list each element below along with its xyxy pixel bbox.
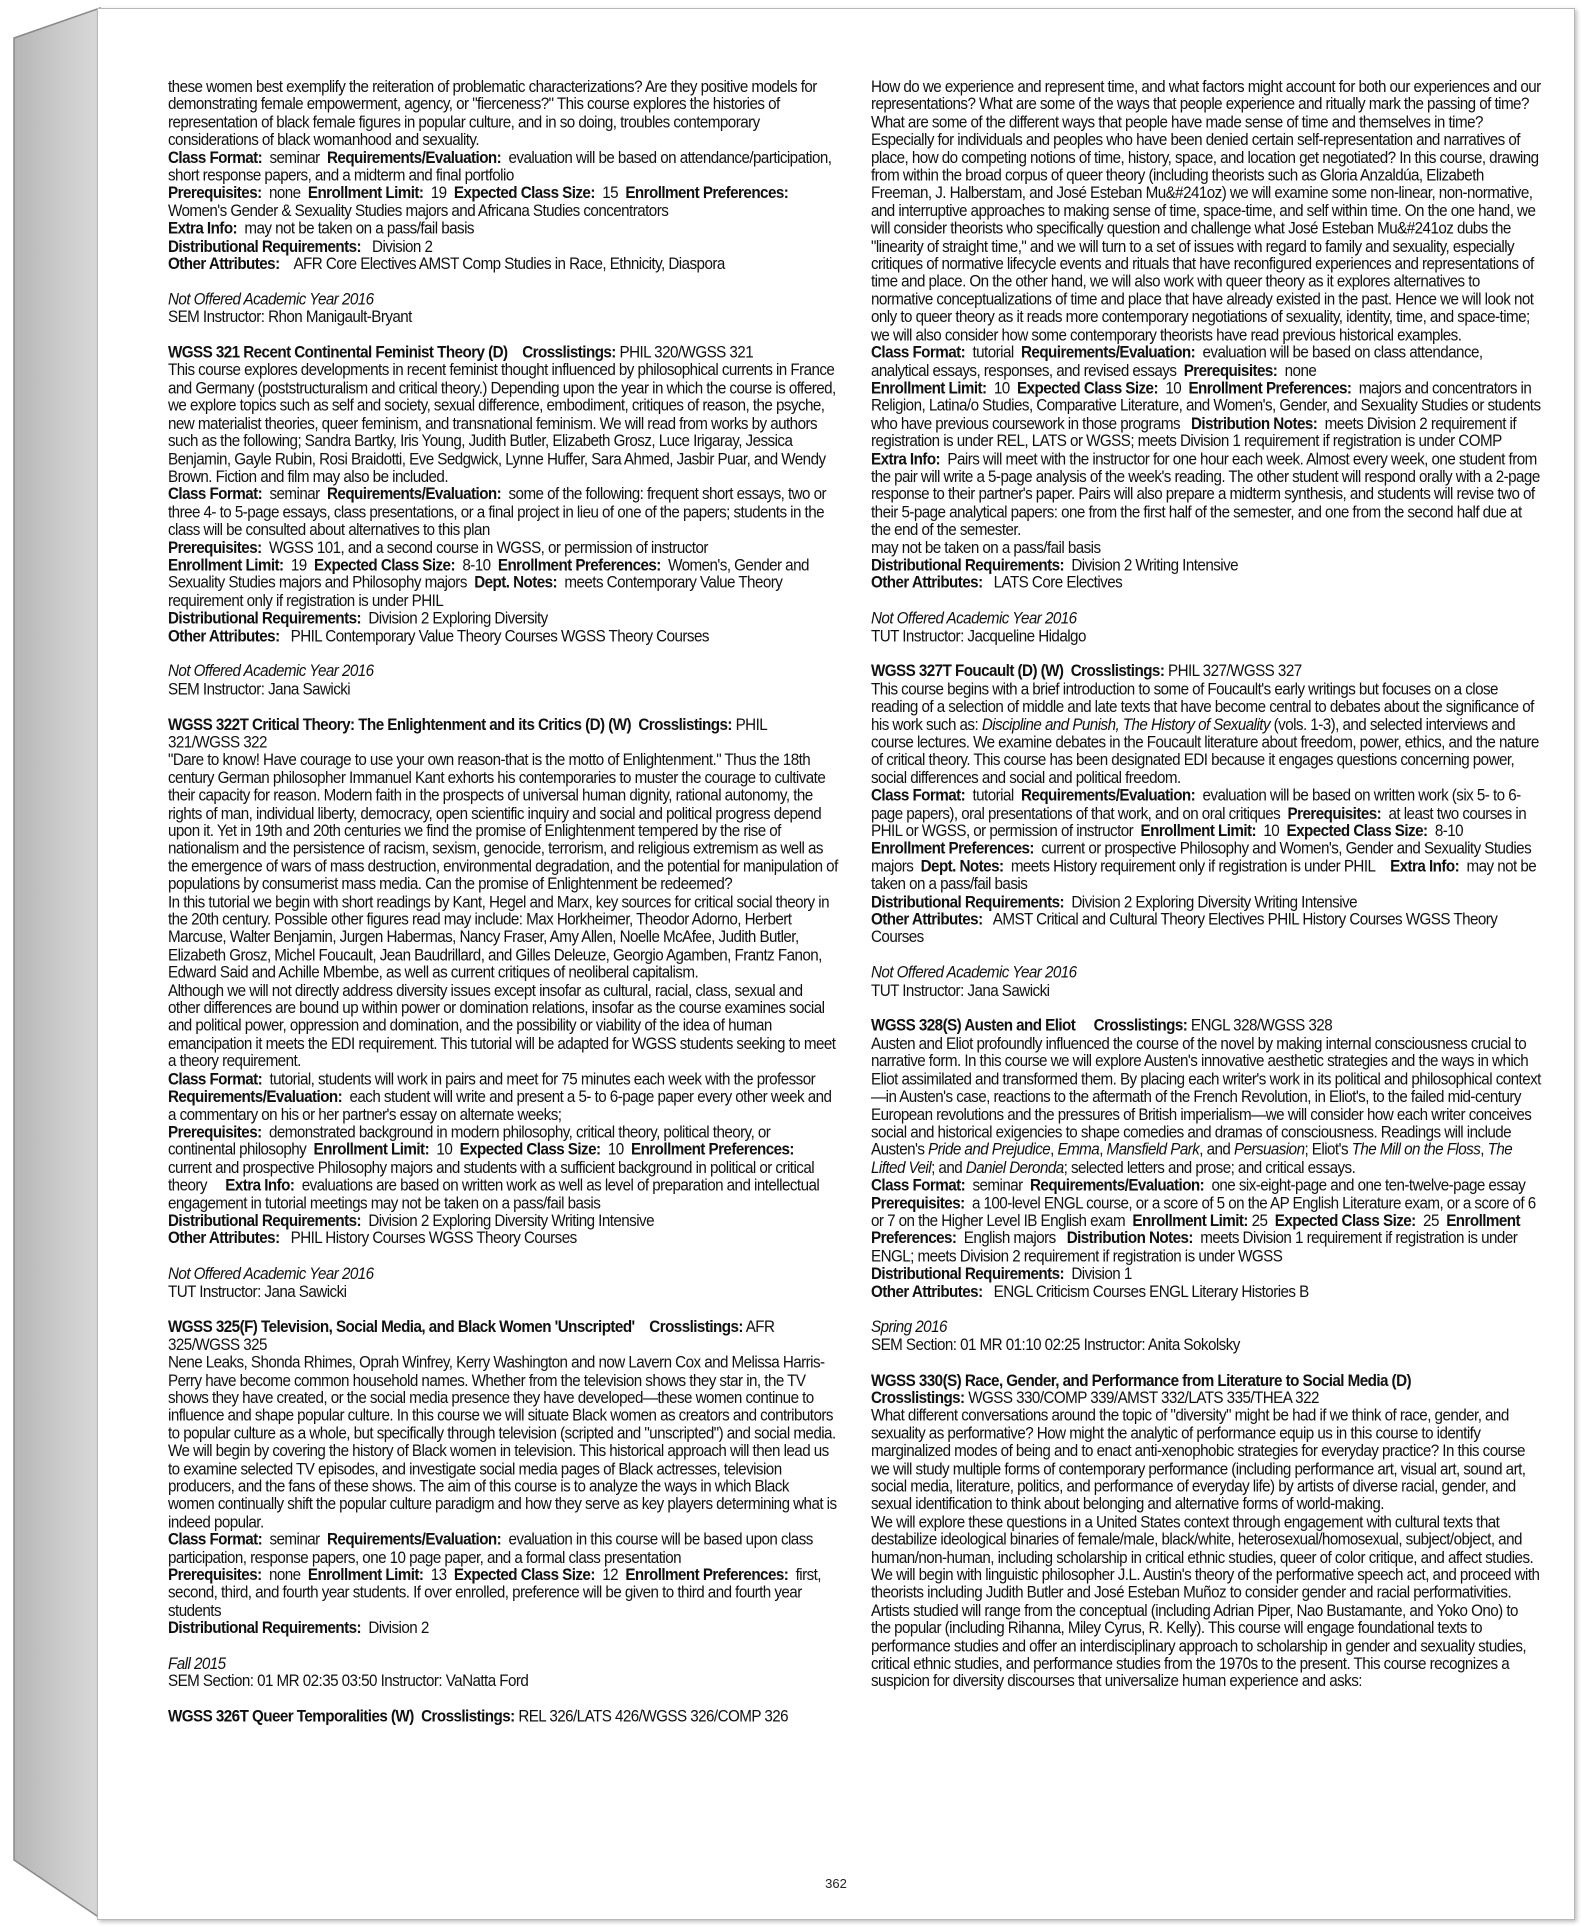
course-heading: WGSS 328(S) Austen and Eliot: [871, 1016, 1076, 1036]
course-entry-continued: these women best exemplify the reiteration of problematic characterizations? Are they positive models for demonstrating female empowerment, agency, or "fierceness?" This course explores the histories of representation of black female figures in popular culture, and in so doing, troubles contemporary considerations of black womanhood and sexuality. Class Format: seminar Requirements/Evaluation: evaluation will be based on attendance/participation, short response papers, and a midterm and final portfolio Prerequisites: none Enrollment Limit: 19 Expected Class Size: 15 Enrollment Preferences: Women's Gender & Sexuality Studies majors and Africana Studies concentrators Extra Info: may not be taken on a pass/fail basis Distributional Requirements: Division 2 Other Attributes: AFR Core Electives AMST Comp Studies in Race, Ethnicity, Diaspora Not Offered Academic Year 2016 SEM Instructor: Rhon Manigault-Bryant: [168, 79, 838, 327]
course-heading: WGSS 325(F) Television, Social Media, and Black Women 'Unscripted': [168, 1318, 635, 1337]
term: Not Offered Academic Year 2016: [168, 290, 374, 309]
pass-fail-note: may not be taken on a pass/fail basis: [871, 538, 1101, 557]
course-heading: WGSS 321 Recent Continental Feminist Theory (D): [168, 343, 508, 363]
instructor: TUT Instructor: Jana Sawicki: [168, 1282, 347, 1302]
description: How do we experience and represent time, and what factors might account for both our experiences and our representations? What are some of the ways that people experience and ritually mark the passing of time? What are some of the different ways that people have made sense of time and themselves in time? Especially for individuals and peoples who have been denied certain self-representation and narratives of place, how do competing notions of time, history, space, and location get negotiated? In this course, drawing from within the broad corpus of queer theory (including theorists such as Gloria Anzaldúa, Elizabeth Freeman, J. Halberstam, and José Esteban Mu&#241oz) we will examine some non-linear, non-normative, and interruptive approaches to making sense of time, space-time, and self within time. On the one hand, we will consider theorists who specifically question and challenge what José Esteban Mu&#241oz dubs the "linearity of straight time," and we will turn to a set of issues with regard to family and sexuality, especially critiques of normative lifecycle events and rituals that have reconfigured experiences and representations of time and place. On the other hand, we will also work with queer theory as it explores alternatives to normative conceptualizations of time and place that have already existed in the past. Hence we will look not only to queer theory as it reads more contemporary negotiations of sexuality, identity, time, and space-time; we will also consider how some contemporary theorists have read previous historical examples.: [871, 77, 1541, 345]
left-column: [168, 79, 838, 1727]
course-heading: WGSS 327T Foucault (D) (W): [871, 662, 1064, 681]
right-column: [871, 79, 1541, 1691]
course-wgss-326t-heading: WGSS 326T Queer Temporalities (W) Crosslistings: REL 326/LATS 426/WGSS 326/COMP 326: [168, 1707, 789, 1727]
term: Fall 2015: [168, 1654, 226, 1674]
course-wgss-322t: WGSS 322T Critical Theory: The Enlightenment and its Critics (D) (W) Crosslistings: PHIL 321/WGSS 322 "Dare to know! Have courage to use your own reason-that is the motto of Enlightenment." Thus the 18th century German philosopher Immanuel Kant exhorts his contemporaries to muster the courage to cultivate their capacity for reason. Modern faith in the prospects of universal human dignity, rational autonomy, the rights of man, individual liberty, democracy, open scientific inquiry and social and political progress depend upon it. Yet in 19th and 20th centuries we find the promise of Enlightenment tempered by the rise of nationalism and the persistence of racism, sexism, genocide, terrorism, and religious extremism as well as the emergence of wars of mass destruction, environmental degradation, and the potential for manipulation of populations by consumerist mass media. Can the promise of Enlightenment be redeemed? In this tutorial we begin with short readings by Kant, Hegel and Marx, key sources for critical social theory in the 20th century. Possible other figures read may include: Max Horkheimer, Theodor Adorno, Herbert Marcuse, Walter Benjamin, Jurgen Habermas, Nancy Fraser, Amy Allen, Noelle McAfee, Judith Butler, Elizabeth Grosz, Michel Foucault, Jean Baudrillard, and Gilles Deleuze, Georgio Agamben, Frantz Fanon, Edward Said and Achille Mbembe, as well as current critiques of neoliberal capitalism. Although we will not directly address diversity issues except insofar as cultural, racial, class, sexual and other differences are bound up within power or domination relations, insofar as the course examines social and political power, oppression and domination, and the possibility or viability of the idea of human emancipation it meets the EDI requirement. This tutorial will be adapted for WGSS students seeking to meet a theory requirement. Class Format: tutorial, students will work in pairs and meet for 75 minutes each week with the professor Requirements/Evaluation: each student will write and present a 5- to 6-page paper every other week and a commentary on his or her partner's essay on alternate weeks; Prerequisites: demonstrated background in modern philosophy, critical theory, political theory, or continental philosophy Enrollment Limit: 10 Expected Class Size: 10 Enrollment Preferences: current and prospective Philosophy majors and students with a sufficient background in political or critical theory Extra Info: evaluations are based on written work as well as level of preparation and intellectual engagement in tutorial meetings may not be taken on a pass/fail basis Distributional Requirements: Division 2 Exploring Diversity Writing Intensive Other Attributes: PHIL History Courses WGSS Theory Courses Not Offered Academic Year 2016 TUT Instructor: Jana Sawicki: [168, 715, 838, 1302]
description: What different conversations around the topic of "diversity" might be had if we think of race, gender, and sexuality as performative? How might the analytic of performance equip us in this course to identify marginalized modes of being and to enact anti-xenophobic strategies for everyday practice? In this course we will study multiple forms of contemporary performance (including performance art, visual art, sound art, social media, literature, politics, and performance of everyday life) by artists of diverse racial, gender, and sexual identification to think about belonging and alternative forms of world-making.: [871, 1406, 1526, 1514]
course-wgss-328s: WGSS 328(S) Austen and Eliot Crosslistings: ENGL 328/WGSS 328 Austen and Eliot profoundly influenced the course of the novel by making internal consciousness crucial to narrative form. In this course we will explore Austen's innovative aesthetic strategies and the ways in which Eliot assimilated and transformed them. By placing each writer's work in its political and philosophical context—in Austen's case, reactions to the aftermath of the French Revolution, in Eliot's, to the failed mid-century European revolutions and the pressures of British imperialism—we will consider how each writer conceives social and historical exigencies to shape comedies and dramas of consciousness. Readings will include Austen's Pride and Prejudice, Emma, Mansfield Park, and Persuasion; Eliot's The Mill on the Floss, The Lifted Veil; and Daniel Deronda; selected letters and prose; and critical essays. Class Format: seminar Requirements/Evaluation: one six-eight-page and one ten-twelve-page essay Prerequisites: a 100-level ENGL course, or a score of 5 on the AP English Literature exam, or a score of 6 or 7 on the Higher Level IB English exam Enrollment Limit: 25 Expected Class Size: 25 Enrollment Preferences: English majors Distribution Notes: meets Division 1 requirement if registration is under ENGL; meets Division 2 requirement if registration is under WGSS Distributional Requirements: Division 1 Other Attributes: ENGL Criticism Courses ENGL Literary Histories B Spring 2016 SEM Section: 01 MR 01:10 02:25 Instructor: Anita Sokolsky: [871, 1016, 1541, 1355]
description: Although we will not directly address diversity issues except insofar as cultural, racial, class, sexual and other differences are bound up within power or domination relations, insofar as the course examines social and political power, oppression and domination, and the possibility or viability of the idea of human emancipation it meets the EDI requirement. This tutorial will be adapted for WGSS students seeking to meet a theory requirement.: [168, 981, 836, 1071]
term: Not Offered Academic Year 2016: [168, 662, 374, 681]
description: In this tutorial we begin with short readings by Kant, Hegel and Marx, key sources for critical social theory in the 20th century. Possible other figures read may include: Max Horkheimer, Theodor Adorno, Herbert Marcuse, Walter Benjamin, Jurgen Habermas, Nancy Fraser, Amy Allen, Noelle McAfee, Judith Butler, Elizabeth Grosz, Michel Foucault, Jean Baudrillard, and Gilles Deleuze, Georgio Agamben, Frantz Fanon, Edward Said and Achille Mbembe, as well as current critiques of neoliberal capitalism.: [168, 892, 829, 983]
term: Not Offered Academic Year 2016: [871, 963, 1077, 983]
course-wgss-327t: WGSS 327T Foucault (D) (W) Crosslistings: PHIL 327/WGSS 327 This course begins with a brief introduction to some of Foucault's early writings but focuses on a close reading of a selection of middle and late texts that have become central to debates about the significance of his work such as: Discipline and Punish, The History of Sexuality (vols. 1-3), and selected interviews and course lectures. We examine debates in the Foucault literature about freedom, power, ethics, and the nature of critical theory. This course has been designated EDI because it engages questions concerning power, social differences and social and political freedom. Class Format: tutorial Requirements/Evaluation: evaluation will be based on written work (six 5- to 6-page papers), oral presentations of that work, and on oral critiques Prerequisites: at least two courses in PHIL or WGSS, or permission of instructor Enrollment Limit: 10 Expected Class Size: 8-10 Enrollment Preferences: current or prospective Philosophy and Women's, Gender and Sexuality Studies majors Dept. Notes: meets History requirement only if registration is under PHIL Extra Info: may not be taken on a pass/fail basis Distributional Requirements: Division 2 Exploring Diversity Writing Intensive Other Attributes: AMST Critical and Cultural Theory Electives PHIL History Courses WGSS Theory Courses Not Offered Academic Year 2016 TUT Instructor: Jana Sawicki: [871, 664, 1541, 1001]
instructor: SEM Instructor: Rhon Manigault-Bryant: [168, 308, 412, 327]
term: Not Offered Academic Year 2016: [168, 1264, 374, 1284]
page-number: 362: [825, 1876, 847, 1891]
description: Austen and Eliot profoundly influenced the course of the novel by making internal consciousness crucial to narrative form. In this course we will explore Austen's innovative aesthetic strategies and the ways in which Eliot assimilated and transformed them. By placing each writer's work in its political and philosophical context—in Austen's case, reactions to the aftermath of the French Revolution, in Eliot's, to the failed mid-century European revolutions and the pressures of British imperialism—we will consider how each writer conceives social and historical exigencies to shape comedies and dramas of consciousness. Readings will include Austen's Pride and Prejudice, Emma, Mansfield Park, and Persuasion; Eliot's The Mill on the Floss, The Lifted Veil; and Daniel Deronda; selected letters and prose; and critical essays.: [871, 1034, 1541, 1178]
course-heading: WGSS 330(S) Race, Gender, and Performance from Literature to Social Media (D): [871, 1371, 1411, 1390]
instructor: SEM Section: 01 MR 02:35 03:50 Instructor: VaNatta Ford: [168, 1672, 529, 1691]
course-wgss-321: WGSS 321 Recent Continental Feminist Theory (D) Crosslistings: PHIL 320/WGSS 321 This course explores developments in recent feminist thought influenced by philosophical currents in France and Germany (poststructuralism and critical theory.) Depending upon the year in which the course is offered, we explore topics such as self and society, sexual difference, embodiment, critiques of reason, the psyche, new materialist theories, queer feminism, and transnational feminism. We will read from works by authors such as the following; Sandra Bartky, Iris Young, Judith Butler, Elizabeth Grosz, Luce Irigaray, Jessica Benjamin, Gayle Rubin, Rosi Braidotti, Eve Sedgwick, Lynne Huffer, Sara Ahmed, Jasbir Puar, and Wendy Brown. Fiction and film may also be included. Class Format: seminar Requirements/Evaluation: some of the following: frequent short essays, two or three 4- to 5-page essays, class presentations, or a final project in lieu of one of the papers; students in the class will be consulted about alternatives to this plan Prerequisites: WGSS 101, and a second course in WGSS, or permission of instructor Enrollment Limit: 19 Expected Class Size: 8-10 Enrollment Preferences: Women's, Gender and Sexuality Studies majors and Philosophy majors Dept. Notes: meets Contemporary Value Theory requirement only if registration is under PHIL Distributional Requirements: Division 2 Exploring Diversity Other Attributes: PHIL Contemporary Value Theory Courses WGSS Theory Courses Not Offered Academic Year 2016 SEM Instructor: Jana Sawicki: [168, 345, 838, 699]
description: This course explores developments in recent feminist thought influenced by philosophical currents in France and Germany (poststructuralism and critical theory.) Depending upon the year in which the course is offered, we explore topics such as self and society, sexual difference, embodiment, critiques of reason, the psyche, new materialist theories, queer feminism, and transnational feminism. We will read from works by authors such as the following; Sandra Bartky, Iris Young, Judith Butler, Elizabeth Grosz, Luce Irigaray, Jessica Benjamin, Gayle Rubin, Rosi Braidotti, Eve Sedgwick, Lynne Huffer, Sara Ahmed, Jasbir Puar, and Wendy Brown. Fiction and film may also be included.: [168, 361, 836, 487]
description: these women best exemplify the reiteration of problematic characterizations? Are they positive models for demonstrating female empowerment, agency, or "fierceness?" This course explores the histories of representation of black female figures in popular culture, and in so doing, troubles contemporary considerations of black womanhood and sexuality.: [168, 77, 817, 150]
description: "Dare to know! Have courage to use your own reason-that is the motto of Enlightenment." Thus the 18th century German philosopher Immanuel Kant exhorts his contemporaries to muster the courage to cultivate their capacity for reason. Modern faith in the prospects of universal human dignity, rational autonomy, the rights of man, individual liberty, democracy, open scientific inquiry and social and political progress depend upon it. Yet in 19th and 20th centuries we find the promise of Enlightenment tempered by the rise of nationalism and the persistence of racism, sexism, genocide, terrorism, and religious extremism as well as the emergence of wars of mass destruction, environmental degradation, and the potential for manipulation of populations by consumerist mass media. Can the promise of Enlightenment be redeemed?: [168, 751, 838, 894]
instructor: TUT Instructor: Jacqueline Hidalgo: [871, 627, 1086, 646]
catalog-page: [97, 8, 1575, 1920]
instructor: SEM Section: 01 MR 01:10 02:25 Instructor: Anita Sokolsky: [871, 1335, 1240, 1355]
description: We will explore these questions in a United States context through engagement with cultural texts that destabilize ideological binaries of female/male, black/white, heterosexual/homosexual, subject/object, and human/non-human, including scholarship in critical ethnic studies, queer of color critique, and affect studies. We will begin with linguistic philosopher J.L. Austin's theory of the performative speech act, and proceed with theorists including Judith Butler and José Esteban Muñoz to consider gender and racial performativities. Artists studied will range from the conceptual (including Adrian Piper, Nao Bustamante, and Yoko Ono) to the popular (including Rihanna, Miley Cyrus, R. Kelly). This course will engage foundational texts to performance studies and offer an interdisciplinary approach to scholarship in gender and sexuality studies, critical ethnic studies, and performance studies from the 1970s to the present. This course recognizes a suspicion for diversity discourses that universalize human experience and asks:: [871, 1513, 1540, 1691]
course-wgss-325f: WGSS 325(F) Television, Social Media, and Black Women 'Unscripted' Crosslistings: AFR 325/WGSS 325 Nene Leaks, Shonda Rhimes, Oprah Winfrey, Kerry Washington and now Lavern Cox and Melissa Harris-Perry have become common household names. Whether from the television shows they star in, the TV shows they have created, or the social media presence they have developed—these women continue to influence and shape popular culture. In this course we will situate Black women as creators and contributors to popular culture as a whole, but specifically through television (scripted and "unscripted") and social media. We will begin by covering the history of Black women in television. This historical approach will then lead us to examine selected TV episodes, and investigate social media pages of Black actresses, television producers, and the fans of these shows. The aim of this course is to analyze the ways in which Black women continually shift the popular culture paradigm and how they serve as key players determining what is indeed popular. Class Format: seminar Requirements/Evaluation: evaluation in this course will be based upon class participation, response papers, one 10 page paper, and a formal class presentation Prerequisites: none Enrollment Limit: 13 Expected Class Size: 12 Enrollment Preferences: first, second, third, and fourth year students. If over enrolled, preference will be given to third and fourth year students Distributional Requirements: Division 2 Fall 2015 SEM Section: 01 MR 02:35 03:50 Instructor: VaNatta Ford: [168, 1318, 837, 1691]
description: This course begins with a brief introduction to some of Foucault's early writings but focuses on a close reading of a selection of middle and late texts that have become central to debates about the significance of his work such as: Discipline and Punish, The History of Sexuality (vols. 1-3), and selected interviews and course lectures. We examine debates in the Foucault literature about freedom, power, ethics, and the nature of critical theory. This course has been designated EDI because it engages questions concerning power, social differences and social and political freedom.: [871, 680, 1539, 788]
instructor: TUT Instructor: Jana Sawicki: [871, 981, 1050, 1000]
course-wgss-326t: How do we experience and represent time, and what factors might account for both our experiences and our representations? What are some of the ways that people experience and ritually mark the passing of time? What are some of the different ways that people have made sense of time and themselves in time? Especially for individuals and peoples who have been denied certain self-representation and narratives of place, how do competing notions of time, history, space, and location get negotiated? In this course, drawing from within the broad corpus of queer theory (including theorists such as Gloria Anzaldúa, Elizabeth Freeman, J. Halberstam, and José Esteban Mu&#241oz) we will examine some non-linear, non-normative, and interruptive approaches to making sense of time, space-time, and self within time. On the one hand, we will consider theorists who specifically question and challenge what José Esteban Mu&#241oz dubs the "linearity of straight time," and we will turn to a set of issues with regard to family and sexuality, especially critiques of normative lifecycle events and rituals that have reconfigured experiences and representations of time and place. On the other hand, we will also work with queer theory as it explores alternatives to normative conceptualizations of time and place that have already existed in the past. Hence we will look not only to queer theory as it reads more contemporary negotiations of sexuality, identity, time, and space-time; we will also consider how some contemporary theorists have read previous historical examples. Class Format: tutorial Requirements/Evaluation: evaluation will be based on class attendance, analytical essays, responses, and revised essays Prerequisites: none Enrollment Limit: 10 Expected Class Size: 10 Enrollment Preferences: majors and concentrators in Religion, Latina/o Studies, Comparative Literature, and Women's, Gender, and Sexuality Studies or students who have previous coursework in those programs Distribution Notes: meets Division 2 requirement if registration is under REL, LATS or WGSS; meets Division 1 requirement if registration is under COMP Extra Info: Pairs will meet with the instructor for one hour each week. Almost every week, one student from the pair will write a 5-page analysis of the week's reading. The other student will respond orally with a 2-page response to their partner's paper. Pairs will also prepare a midterm synthesis, and students will revise two of their 5-page analytical papers: one from the first half of the semester, and one from the second half due at the end of the semester. may not be taken on a pass/fail basis Distributional Requirements: Division 2 Writing Intensive Other Attributes: LATS Core Electives Not Offered Academic Year 2016 TUT Instructor: Jacqueline Hidalgo: [871, 77, 1541, 646]
description: Nene Leaks, Shonda Rhimes, Oprah Winfrey, Kerry Washington and now Lavern Cox and Melissa Harris-Perry have become common household names. Whether from the television shows they star in, the TV shows they have created, or the social media presence they have developed—these women continue to influence and shape popular culture. In this course we will situate Black women as creators and contributors to popular culture as a whole, but specifically through television (scripted and "unscripted") and social media. We will begin by covering the history of Black women in television. This historical approach will then lead us to examine selected TV episodes, and investigate social media pages of Black actresses, television producers, and the fans of these shows. The aim of this course is to analyze the ways in which Black women continually shift the popular culture paradigm and how they serve as key players determining what is indeed popular.: [168, 1353, 837, 1532]
term: Not Offered Academic Year 2016: [871, 609, 1077, 628]
term: Spring 2016: [871, 1318, 947, 1337]
instructor: SEM Instructor: Jana Sawicki: [168, 680, 351, 699]
course-heading: WGSS 322T Critical Theory: The Enlightenment and its Critics (D) (W): [168, 715, 631, 735]
course-wgss-330s: WGSS 330(S) Race, Gender, and Performance from Literature to Social Media (D) Crosslistings: WGSS 330/COMP 339/AMST 332/LATS 335/THEA 322 What different conversations around the topic of "diversity" might be had if we think of race, gender, and sexuality as performative? How might the analytic of performance equip us in this course to identify marginalized modes of being and to enact anti-xenophobic strategies for everyday practice? In this course we will study multiple forms of contemporary performance (including performance art, visual art, sound art, social media, literature, politics, and performance of everyday life) by artists of diverse racial, gender, and sexual identification to think about belonging and alternative forms of world-making. We will explore these questions in a United States context through engagement with cultural texts that destabilize ideological binaries of female/male, black/white, heterosexual/homosexual, subject/object, and human/non-human, including scholarship in critical ethnic studies, queer of color critique, and affect studies. We will begin with linguistic philosopher J.L. Austin's theory of the performative speech act, and proceed with theorists including Judith Butler and José Esteban Muñoz to consider gender and racial performativities. Artists studied will range from the conceptual (including Adrian Piper, Nao Bustamante, and Yoko Ono) to the popular (including Rihanna, Miley Cyrus, R. Kelly). This course will engage foundational texts to performance studies and offer an interdisciplinary approach to scholarship in gender and sexuality studies, critical ethnic studies, and performance studies from the 1970s to the present. This course recognizes a suspicion for diversity discourses that universalize human experience and asks:: [871, 1371, 1540, 1691]
course-heading: WGSS 326T Queer Temporalities (W): [168, 1707, 414, 1727]
